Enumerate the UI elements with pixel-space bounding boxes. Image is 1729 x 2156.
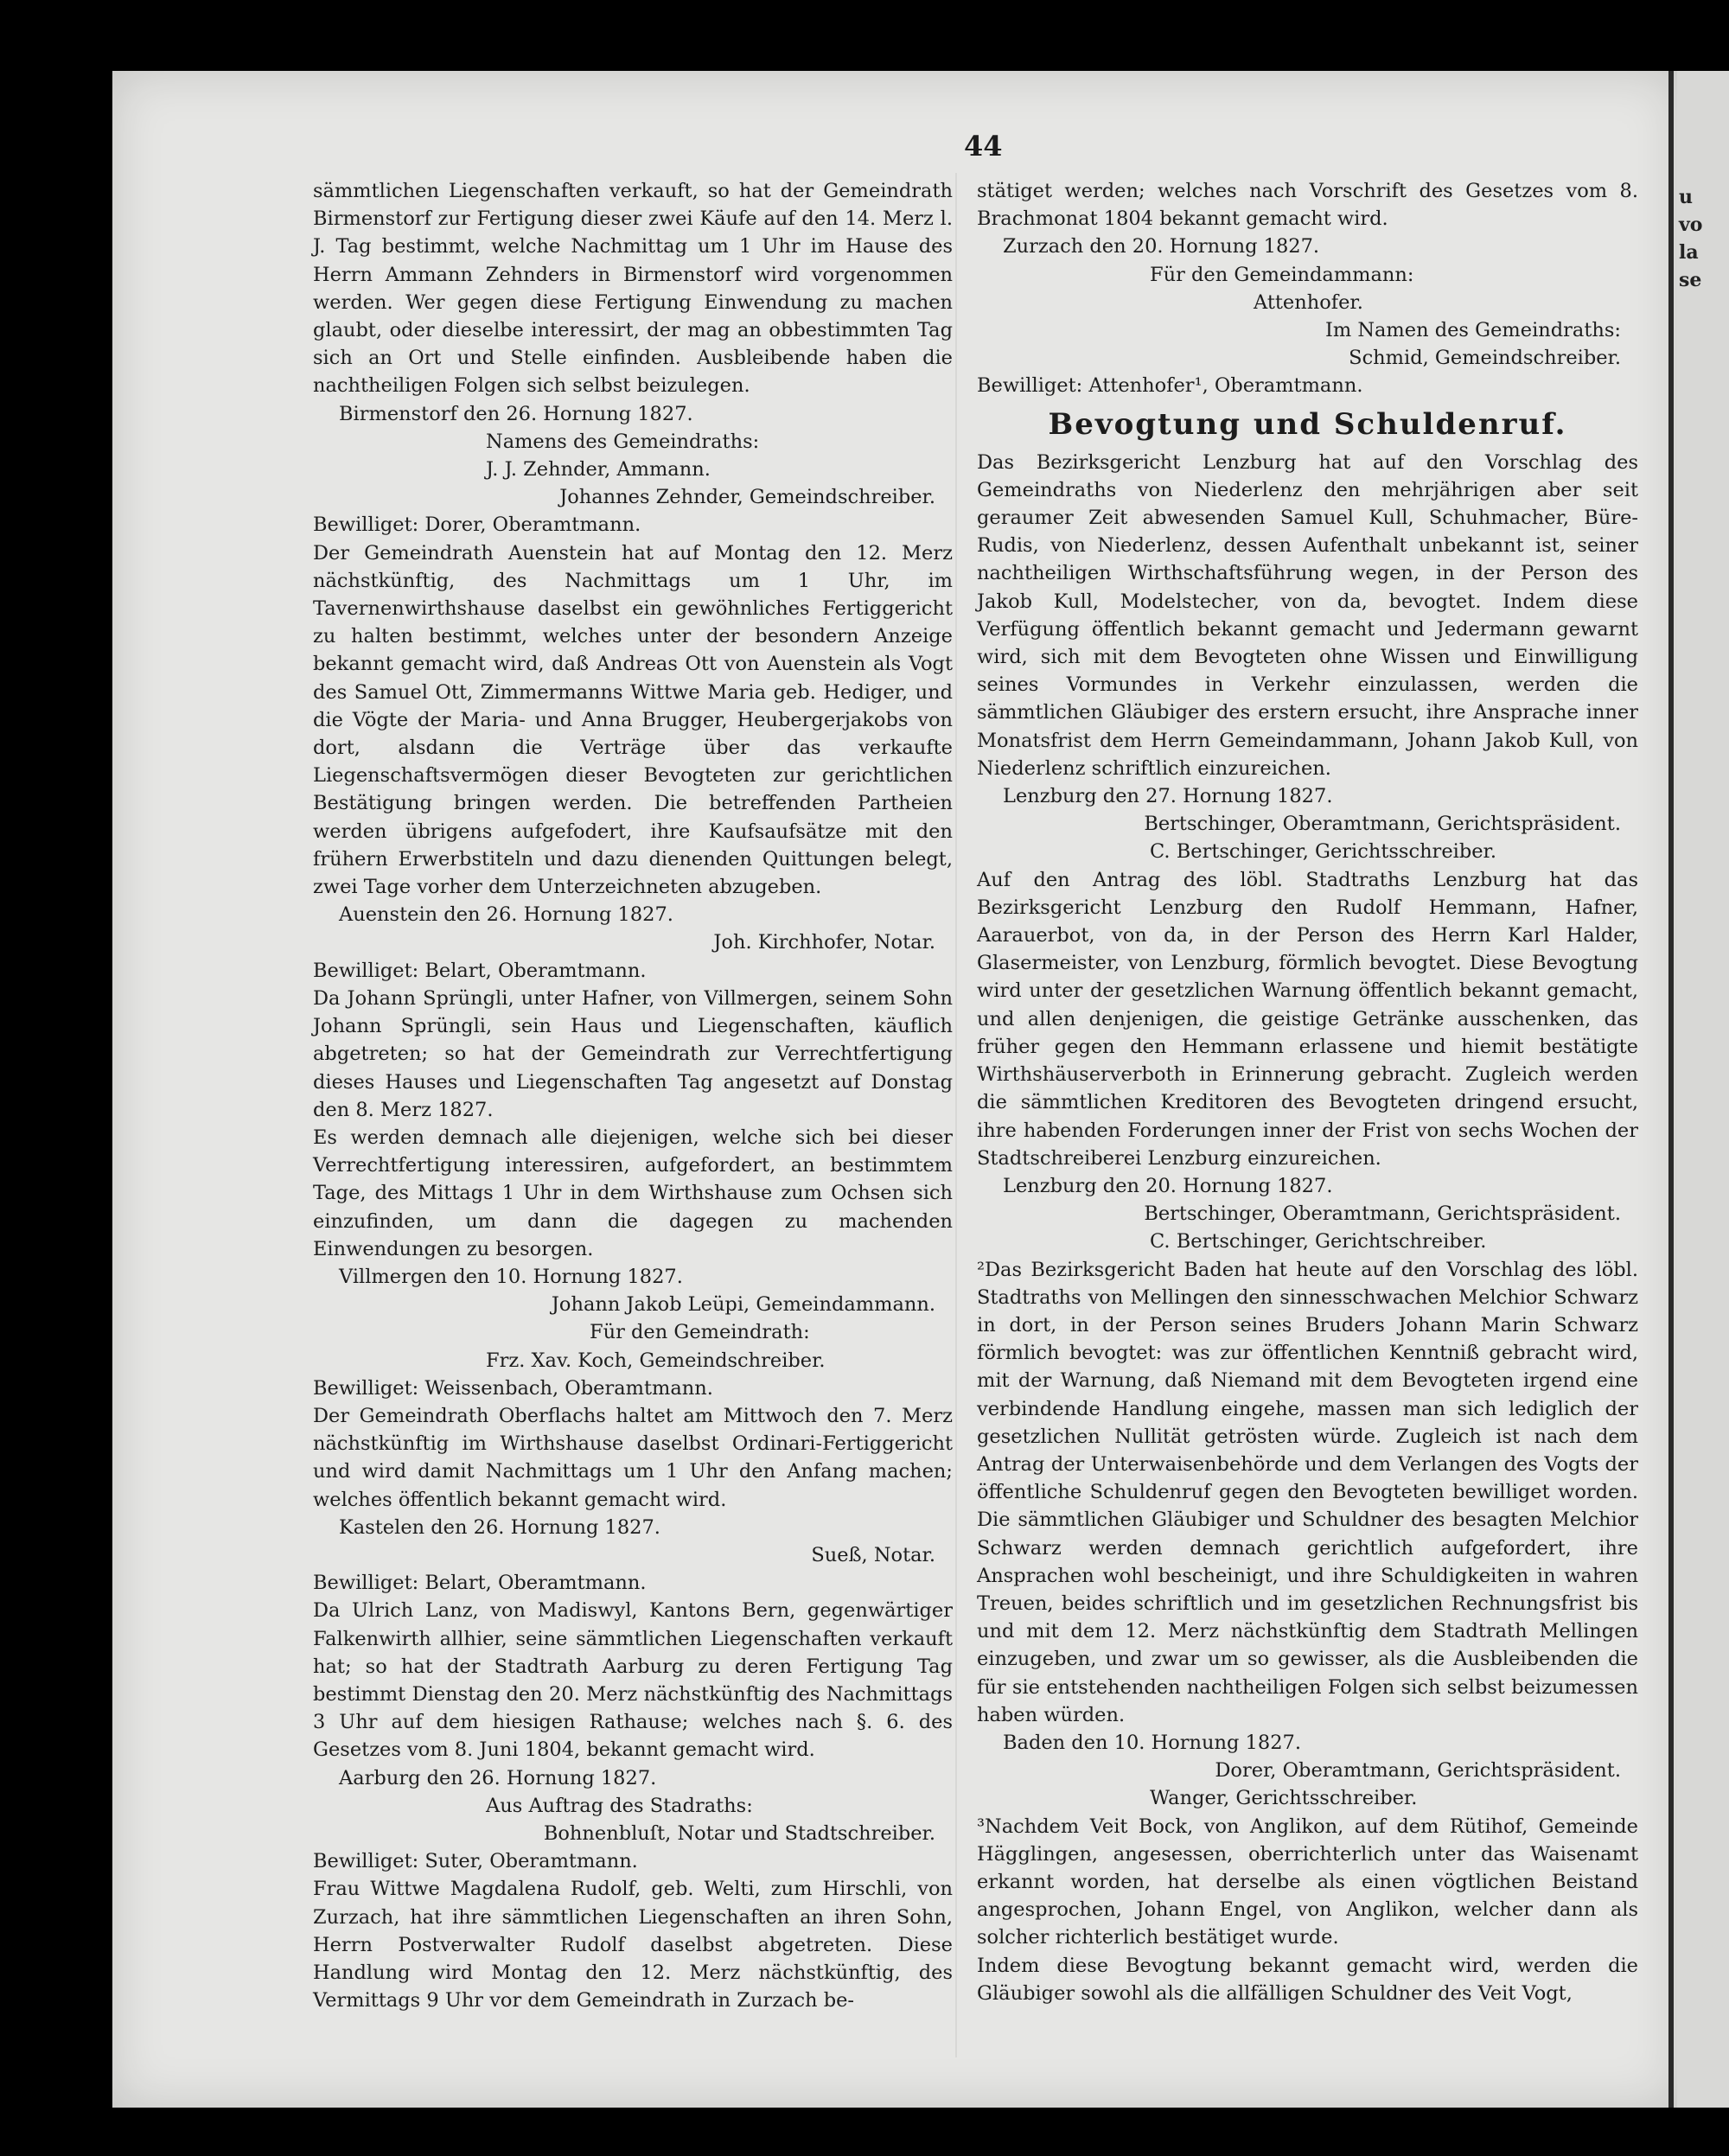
page-fold (955, 173, 957, 2057)
signature-line: Frz. Xav. Koch, Gemeindschreiber. (486, 1349, 826, 1372)
signature-line: Birmenstorf den 26. Hornung 1827. (339, 402, 693, 425)
signature-line: Aus Auftrag des Stadraths: (486, 1794, 753, 1817)
signature-line: Für den Gemeindrath: (590, 1321, 810, 1344)
notice-paragraph: Es werden demnach alle diejenigen, welche sich bei dieser Verrechtfertigung interessiren, aufgefordert, an bestimmtem Tage, des Mittags 1 Uhr in dem Wirthshause zum Ochsen sich einzufinden, um dann die dagegen zu machenden Einwendungen zu besorgen. (313, 1126, 953, 1260)
edge-fragment: la (1679, 241, 1699, 264)
notice-paragraph: Auf den Antrag des löbl. Stadtraths Lenzburg hat das Bezirksgericht Lenzburg den Rudolf Hemmann, Hafner, Aarauerbot, von da, in der Person des Herrn Karl Halder, Glasermeister, von Lenzburg, förmlich bevogtet. Diese Bevogtung wird unter der gesetzlichen Warnung öffentlich bekannt gemacht, und allen denjenigen, die geistige Getränke ausschenken, das früher gegen den Hemmann erlassene und hiemit bestätigte Wirthshäuserverboth in Erinnerung gebracht. Zugleich werden die sämmtlichen Kreditoren des Bevogteten dringend ersucht, ihre habenden Forderungen inner der Frist von sechs Wochen der Stadtschreiberei Lenzburg einzureichen. (977, 868, 1638, 1170)
signature-line: Bohnenbluſt, Notar und Stadtschreiber. (543, 1821, 935, 1845)
signature-line: Schmid, Gemeindschreiber. (1349, 347, 1621, 370)
notice-paragraph: Das Bezirksgericht Lenzburg hat auf den Vorschlag des Gemeindraths von Niederlenz den mehrjährigen aber seit geraumer Zeit abwesenden Samuel Kull, Schuhmacher, Büre-Rudis, von Niederlenz, dessen Aufenthalt unbekannt ist, seiner nachtheiligen Wirthschaftsführung wegen, in der Person des Jakob Kull, Modelstecher, von da, bevogtet. Indem diese Verfügung öffentlich bekannt gemacht und Jedermann gewarnt wird, sich mit dem Bevogteten ohne Wissen und Einwilligung seines Vormundes in Verkehr einzulassen, werden die sämmtlichen Gläubiger des erstern ersucht, ihre Ansprache inner Monatsfrist dem Herrn Gemeindammann, Johann Jakob Kull, von Niederlenz schriftlich einzureichen. (977, 450, 1638, 780)
notice-paragraph: Da Johann Sprüngli, unter Hafner, von Villmergen, seinem Sohn Johann Sprüngli, sein Haus und Liegenschaften, käuflich abgetreten; so hat der Gemeindrath zur Verrechtfertigung dieses Hauses und Liegenschaften Tag angesetzt auf Donstag den 8. Merz 1827. (313, 986, 953, 1121)
signature-line: Dorer, Oberamtmann, Gerichtspräsident. (1215, 1759, 1621, 1783)
section-heading: Bevogtung und Schuldenruf. (1048, 406, 1567, 442)
signature-line: C. Bertschinger, Gerichtsschreiber. (1150, 840, 1496, 864)
adjacent-page-edge (1677, 71, 1729, 2108)
left-column (313, 177, 953, 2014)
signature-line: Baden den 10. Hornung 1827. (1003, 1731, 1301, 1754)
notice-paragraph: Der Gemeindrath Oberflachs haltet am Mittwoch den 7. Merz nächstkünftig im Wirthshause daselbst Ordinari-Fertiggericht und wird damit Nachmittags um 1 Uhr den Anfang machen; welches öffentlich bekannt gemacht wird. (313, 1404, 953, 1511)
notice-paragraph: Da Ulrich Lanz, von Madiswyl, Kantons Bern, gegenwärtiger Falkenwirth allhier, seine sämmtlichen Liegenschaften verkauft hat; so hat der Stadtrath Aarburg zu deren Fertigung Tag bestimmt Dienstag den 20. Merz nächstkünftig des Nachmittags 3 Uhr auf dem hiesigen Rathause; welches nach §. 6. des Gesetzes vom 8. Juni 1804, bekannt gemacht wird. (313, 1599, 953, 1762)
signature-line: Lenzburg den 27. Hornung 1827. (1003, 785, 1333, 808)
edge-fragment: se (1679, 269, 1702, 291)
approval-line: Bewilliget: Attenhofer¹, Oberamtmann. (977, 374, 1363, 398)
signature-line: Attenhofer. (1254, 290, 1363, 314)
edge-fragment: u (1679, 186, 1693, 208)
signature-line: Villmergen den 10. Hornung 1827. (339, 1265, 683, 1288)
page-gutter (1668, 71, 1674, 2108)
signature-line: J. J. Zehnder, Ammann. (486, 458, 711, 482)
signature-line: Johann Jakob Leüpi, Gemeindammann. (551, 1293, 935, 1317)
signature-line: Namens des Gemeindraths: (486, 430, 760, 453)
signature-line: Kastelen den 26. Hornung 1827. (339, 1515, 660, 1539)
signature-line: Johannes Zehnder, Gemeindschreiber. (559, 486, 935, 509)
signature-line: Sueß, Notar. (811, 1543, 935, 1566)
signature-line: Joh. Kirchhofer, Notar. (713, 931, 935, 954)
approval-line: Bewilliget: Suter, Oberamtmann. (313, 1850, 638, 1873)
notice-paragraph: ²Das Bezirksgericht Baden hat heute auf den Vorschlag des löbl. Stadtraths von Mellingen den sinnesschwachen Melchior Schwarz in dort, in der Person seines Bruders Johann Marin Schwarz förmlich bevogtet: was zur öffentlichen Kenntniß gebracht wird, mit der Warnung, daß Niemand mit dem Bevogteten irgend eine verbindende Handlung eingehe, massen man sich lediglich der gesetzlichen Nullität getrösten würde. Zugleich ist nach dem Antrag der Unterwaisenbehörde und dem Verlangen des Vogts der öffentliche Schuldenruf gegen den Bevogteten bewilliget worden. Die sämmtlichen Gläubiger und Schuldner des besagten Melchior Schwarz werden demnach gerichtlich aufgefordert, ihre Ansprachen wohl bescheinigt, und ihre Schuldigkeiten in wahren Treuen, beides schriftlich und im gesetzlichen Rechnungsfrist bis und mit dem 12. Merz nächstkünftig dem Stadtrath Mellingen einzugeben, und zwar um so gewisser, als die Ausbleibenden die für sie entstehenden nachtheiligen Folgen sich selbst beizumessen haben würden. (977, 1258, 1638, 1726)
approval-line: Bewilliget: Weissenbach, Oberamtmann. (313, 1376, 713, 1400)
approval-line: Bewilliget: Dorer, Oberamtmann. (313, 513, 641, 537)
signature-line: Im Namen des Gemeindraths: (1324, 319, 1621, 342)
approval-line: Bewilliget: Belart, Oberamtmann. (313, 1572, 647, 1595)
page-number: 44 (964, 130, 1003, 163)
signature-line: Für den Gemeindammann: (1150, 263, 1414, 286)
right-column (977, 177, 1638, 2007)
signature-line: Wanger, Gerichtsschreiber. (1150, 1787, 1418, 1810)
notice-paragraph: Frau Wittwe Magdalena Rudolf, geb. Welti, zum Hirschli, von Zurzach, hat ihre sämmtlichen Liegenschaften an ihren Sohn, Herrn Postverwalter Rudolf daselbst abgetreten. Diese Handlung wird Montag den 12. Merz nächstkünftig, des Vermittags 9 Uhr vor dem Gemeindrath in Zurzach be- (313, 1878, 953, 2012)
signature-line: Zurzach den 20. Hornung 1827. (1003, 235, 1320, 258)
signature-line: C. Bertschinger, Gerichtschreiber. (1150, 1230, 1487, 1253)
signature-line: Aarburg den 26. Hornung 1827. (339, 1766, 657, 1789)
signature-line: Auenstein den 26. Hornung 1827. (339, 903, 673, 927)
notice-paragraph: Der Gemeindrath Auenstein hat auf Montag den 12. Merz nächstkünftig, des Nachmittags um 1 Uhr, im Tavernenwirthshause daselbst ein gewöhnliches Fertiggericht zu halten bestimmt, welches unter der besondern Anzeige bekannt gemacht wird, daß Andreas Ott von Auenstein als Vogt des Samuel Ott, Zimmermanns Wittwe Maria geb. Hediger, und die Vögte der Maria- und Anna Brugger, Heubergerjakobs von dort, alsdann die Verträge über das verkaufte Liegenschaftsvermögen dieser Bevogteten zur gerichtlichen Bestätigung bringen werden. Die betreffenden Partheien werden übrigens aufgefodert, ihre Kaufsaufsätze mit den frühern Erwerbstiteln und dazu dienenden Quittungen belegt, zwei Tage vorher dem Unterzeichneten abzugeben. (313, 541, 953, 899)
edge-fragment: vo (1679, 214, 1703, 236)
notice-paragraph: stätiget werden; welches nach Vorschrift des Gesetzes vom 8. Brachmonat 1804 bekannt gemacht wird. (977, 180, 1638, 231)
notice-paragraph: ³Nachdem Veit Bock, von Anglikon, auf dem Rütihof, Gemeinde Hägglingen, angesessen, oberrichterlich unter das Waisenamt erkannt worden, hat derselbe als einen vögtlichen Beistand angesprochen, Johann Engel, von Anglikon, welcher dann als solcher richterlich bestätiget wurde. (977, 1815, 1638, 1949)
signature-line: Lenzburg den 20. Hornung 1827. (1003, 1174, 1333, 1197)
approval-line: Bewilliget: Belart, Oberamtmann. (313, 959, 647, 982)
notice-paragraph: Indem diese Bevogtung bekannt gemacht wird, werden die Gläubiger sowohl als die allfälligen Schuldner des Veit Vogt, (977, 1954, 1638, 2005)
signature-line: Bertschinger, Oberamtmann, Gerichtspräsident. (1144, 813, 1621, 836)
signature-line: Bertschinger, Oberamtmann, Gerichtspräsident. (1144, 1202, 1621, 1226)
notice-paragraph: sämmtlichen Liegenschaften verkauft, so hat der Gemeindrath Birmenstorf zur Fertigung dieser zwei Käufe auf den 14. Merz l. J. Tag bestimmt, welche Nachmittag um 1 Uhr im Hause des Herrn Ammann Zehnders in Birmenstorf wird vorgenommen werden. Wer gegen diese Fertigung Einwendung zu machen glaubt, oder dieselbe interessirt, der mag an obbestimmten Tag sich an Ort und Stelle einfinden. Ausbleibende haben die nachtheiligen Folgen sich selbst beizulegen. (313, 180, 953, 398)
